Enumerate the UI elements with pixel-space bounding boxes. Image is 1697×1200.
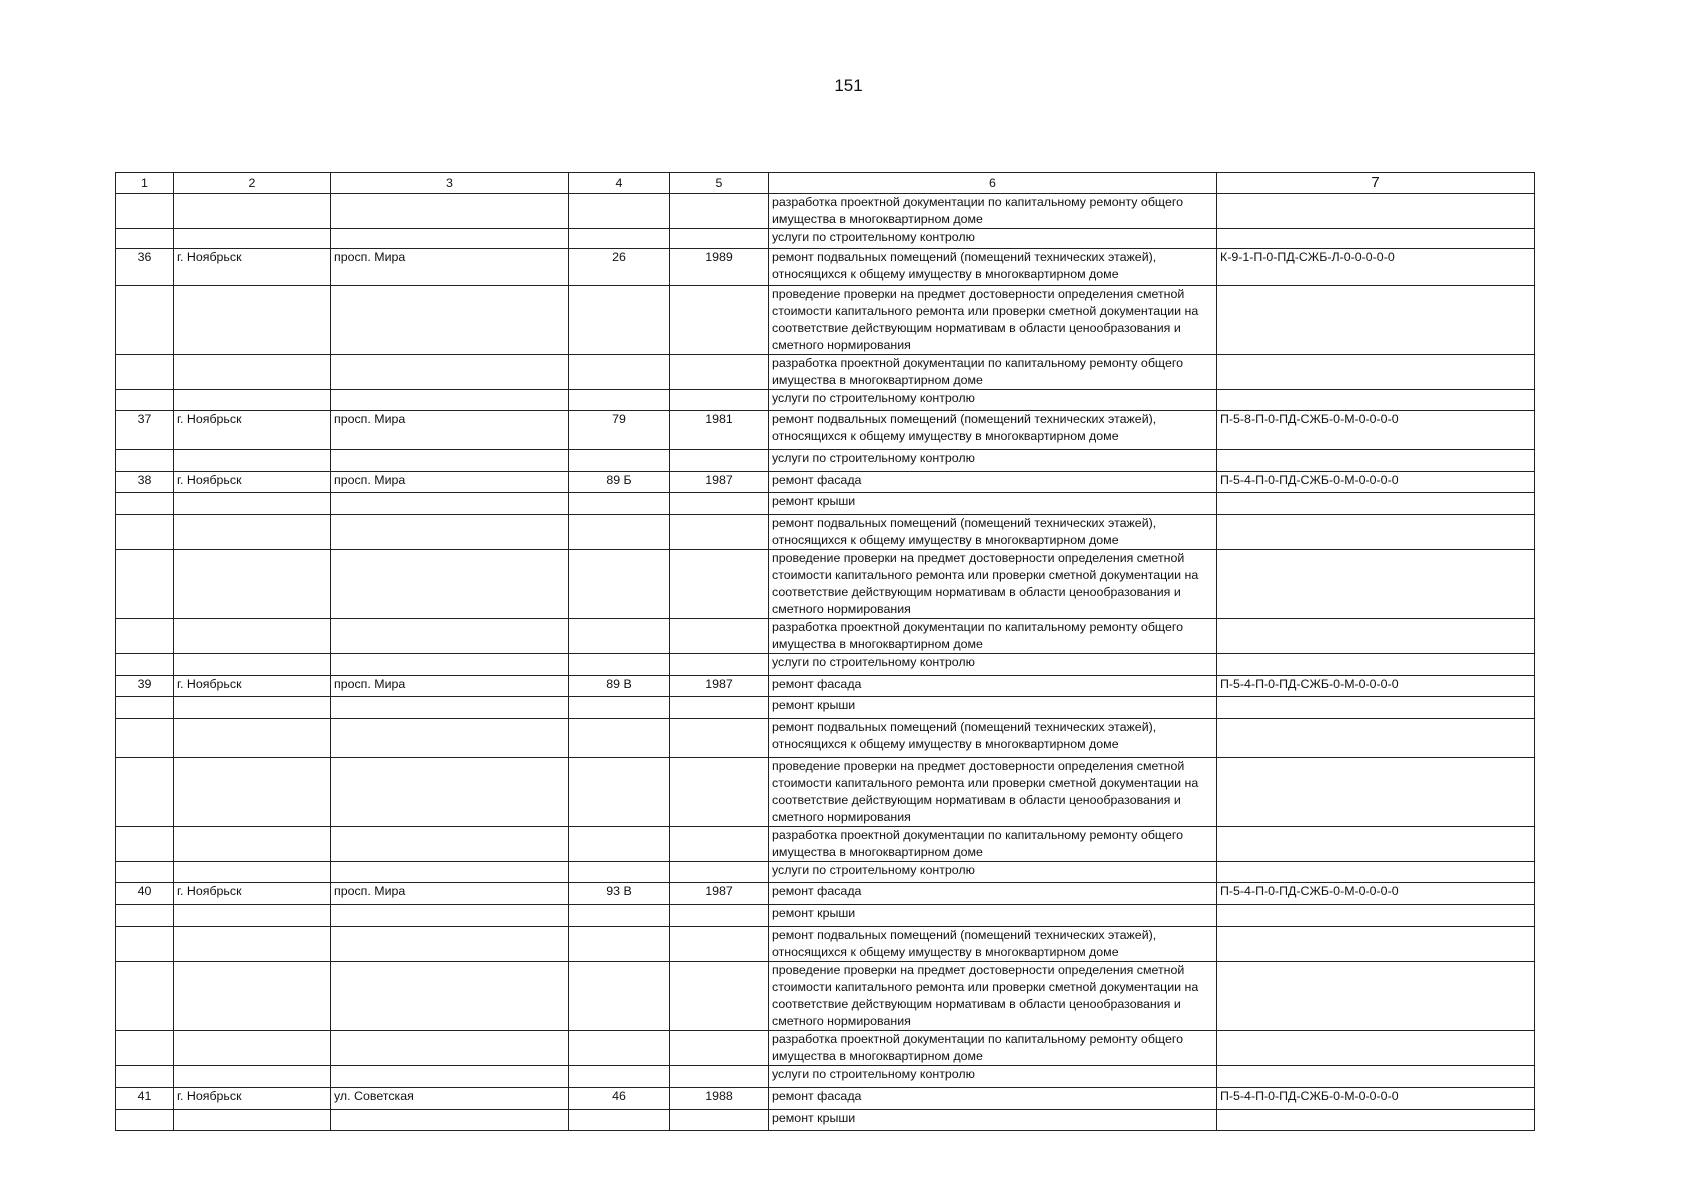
table-row — [116, 450, 1535, 472]
cell-year — [670, 355, 769, 390]
cell-city — [174, 862, 331, 883]
cell-city: г. Ноябрьск — [174, 472, 331, 493]
cell-city — [174, 286, 331, 355]
cell-street: просп. Мира — [331, 676, 569, 697]
cell-city — [174, 905, 331, 927]
cell-building-code — [1217, 286, 1535, 355]
cell-house: 89 В — [569, 676, 670, 697]
cell-street — [331, 654, 569, 676]
column-header-6: 6 — [769, 173, 1217, 194]
cell-street: ул. Советская — [331, 1088, 569, 1110]
table-row — [116, 493, 1535, 515]
cell-house — [569, 619, 670, 654]
cell-work-type: ремонт фасада — [769, 883, 1217, 905]
cell-year — [670, 697, 769, 719]
cell-number — [116, 758, 174, 827]
table-row — [116, 229, 1535, 249]
cell-building-code: П-5-4-П-0-ПД-СЖБ-0-М-0-0-0-0 — [1217, 472, 1535, 493]
cell-house — [569, 355, 670, 390]
table-row — [116, 962, 1535, 1031]
page-number: 151 — [834, 76, 863, 95]
cell-number — [116, 390, 174, 411]
cell-year: 1981 — [670, 411, 769, 450]
cell-street: просп. Мира — [331, 249, 569, 286]
cell-number — [116, 719, 174, 758]
cell-building-code — [1217, 515, 1535, 550]
cell-work-type: услуги по строительному контролю — [769, 390, 1217, 411]
table-row — [116, 619, 1535, 654]
cell-house: 93 В — [569, 883, 670, 905]
cell-work-type: ремонт фасада — [769, 472, 1217, 493]
cell-work-type: проведение проверки на предмет достоверности определения сметной стоимости капитального ремонта или проверки сметной документации на соответствие действующим нормативам в области ценообразования и сметного нормирования — [769, 962, 1217, 1031]
cell-year — [670, 962, 769, 1031]
cell-city — [174, 493, 331, 515]
cell-work-type: ремонт подвальных помещений (помещений технических этажей), относящихся к общему имуществу в многоквартирном доме — [769, 249, 1217, 286]
cell-street — [331, 1066, 569, 1088]
cell-house — [569, 450, 670, 472]
cell-work-type: услуги по строительному контролю — [769, 450, 1217, 472]
cell-city — [174, 515, 331, 550]
cell-house — [569, 550, 670, 619]
cell-house: 46 — [569, 1088, 670, 1110]
table-row — [116, 654, 1535, 676]
cell-work-type: услуги по строительному контролю — [769, 229, 1217, 249]
cell-building-code — [1217, 619, 1535, 654]
table-row — [116, 411, 1535, 450]
cell-work-type: ремонт подвальных помещений (помещений технических этажей), относящихся к общему имуществу в многоквартирном доме — [769, 515, 1217, 550]
column-header-7: 7 — [1217, 173, 1535, 194]
cell-street — [331, 962, 569, 1031]
cell-number — [116, 355, 174, 390]
cell-city — [174, 450, 331, 472]
cell-work-type: разработка проектной документации по капитальному ремонту общего имущества в многоквартирном доме — [769, 194, 1217, 229]
cell-street — [331, 450, 569, 472]
table-row — [116, 390, 1535, 411]
cell-house — [569, 1110, 670, 1131]
table-row — [116, 758, 1535, 827]
cell-year — [670, 827, 769, 862]
cell-number — [116, 286, 174, 355]
cell-city — [174, 697, 331, 719]
cell-work-type: ремонт крыши — [769, 905, 1217, 927]
cell-year — [670, 654, 769, 676]
cell-street — [331, 390, 569, 411]
cell-city — [174, 194, 331, 229]
cell-work-type: проведение проверки на предмет достоверности определения сметной стоимости капитального ремонта или проверки сметной документации на соответствие действующим нормативам в области ценообразования и сметного нормирования — [769, 550, 1217, 619]
cell-street — [331, 1031, 569, 1066]
cell-building-code: П-5-4-П-0-ПД-СЖБ-0-М-0-0-0-0 — [1217, 1088, 1535, 1110]
cell-house — [569, 515, 670, 550]
cell-street — [331, 927, 569, 962]
table-row — [116, 883, 1535, 905]
column-header-1: 1 — [116, 173, 174, 194]
cell-building-code — [1217, 719, 1535, 758]
cell-work-type: ремонт подвальных помещений (помещений технических этажей), относящихся к общему имуществу в многоквартирном доме — [769, 411, 1217, 450]
cell-year: 1989 — [670, 249, 769, 286]
cell-street — [331, 827, 569, 862]
table-row — [116, 827, 1535, 862]
cell-city — [174, 1031, 331, 1066]
cell-city — [174, 719, 331, 758]
cell-city — [174, 927, 331, 962]
cell-building-code — [1217, 1031, 1535, 1066]
cell-street — [331, 286, 569, 355]
cell-work-type: ремонт фасада — [769, 1088, 1217, 1110]
cell-building-code — [1217, 355, 1535, 390]
cell-city — [174, 229, 331, 249]
cell-work-type: ремонт крыши — [769, 1110, 1217, 1131]
cell-year — [670, 493, 769, 515]
column-number-row — [116, 173, 1535, 194]
cell-year — [670, 515, 769, 550]
table-row — [116, 472, 1535, 493]
cell-number — [116, 229, 174, 249]
table-row — [116, 1088, 1535, 1110]
cell-number: 36 — [116, 249, 174, 286]
cell-building-code — [1217, 450, 1535, 472]
cell-number — [116, 905, 174, 927]
cell-city — [174, 962, 331, 1031]
cell-year — [670, 619, 769, 654]
cell-street — [331, 515, 569, 550]
table-row — [116, 194, 1535, 229]
cell-city — [174, 355, 331, 390]
cell-year — [670, 550, 769, 619]
cell-house: 26 — [569, 249, 670, 286]
column-header-3: 3 — [331, 173, 569, 194]
cell-building-code: П-5-8-П-0-ПД-СЖБ-0-М-0-0-0-0 — [1217, 411, 1535, 450]
cell-number — [116, 1066, 174, 1088]
cell-year — [670, 719, 769, 758]
cell-house: 89 Б — [569, 472, 670, 493]
cell-house — [569, 862, 670, 883]
cell-number — [116, 827, 174, 862]
cell-year — [670, 229, 769, 249]
cell-number — [116, 1110, 174, 1131]
cell-street — [331, 719, 569, 758]
cell-work-type: ремонт подвальных помещений (помещений технических этажей), относящихся к общему имуществу в многоквартирном доме — [769, 719, 1217, 758]
cell-city — [174, 1066, 331, 1088]
cell-house — [569, 194, 670, 229]
cell-house — [569, 493, 670, 515]
cell-building-code — [1217, 1066, 1535, 1088]
cell-number — [116, 194, 174, 229]
cell-city — [174, 619, 331, 654]
cell-year — [670, 390, 769, 411]
cell-house — [569, 390, 670, 411]
cell-building-code — [1217, 862, 1535, 883]
cell-building-code — [1217, 758, 1535, 827]
cell-house — [569, 758, 670, 827]
cell-house — [569, 827, 670, 862]
cell-city — [174, 758, 331, 827]
cell-number: 37 — [116, 411, 174, 450]
cell-number: 40 — [116, 883, 174, 905]
cell-house — [569, 962, 670, 1031]
cell-city: г. Ноябрьск — [174, 676, 331, 697]
cell-year — [670, 758, 769, 827]
cell-year: 1988 — [670, 1088, 769, 1110]
cell-city: г. Ноябрьск — [174, 883, 331, 905]
cell-year — [670, 286, 769, 355]
table-row — [116, 927, 1535, 962]
cell-number — [116, 450, 174, 472]
cell-building-code — [1217, 697, 1535, 719]
cell-number — [116, 927, 174, 962]
cell-work-type: разработка проектной документации по капитальному ремонту общего имущества в многоквартирном доме — [769, 619, 1217, 654]
cell-number — [116, 493, 174, 515]
cell-work-type: разработка проектной документации по капитальному ремонту общего имущества в многоквартирном доме — [769, 1031, 1217, 1066]
cell-street: просп. Мира — [331, 883, 569, 905]
cell-house — [569, 1031, 670, 1066]
cell-city: г. Ноябрьск — [174, 1088, 331, 1110]
table-row — [116, 249, 1535, 286]
cell-number — [116, 654, 174, 676]
table-row — [116, 905, 1535, 927]
cell-street — [331, 619, 569, 654]
cell-house — [569, 719, 670, 758]
cell-number — [116, 862, 174, 883]
cell-building-code — [1217, 962, 1535, 1031]
cell-year — [670, 927, 769, 962]
table-row — [116, 676, 1535, 697]
cell-number — [116, 550, 174, 619]
cell-city — [174, 827, 331, 862]
cell-building-code — [1217, 905, 1535, 927]
cell-street — [331, 493, 569, 515]
table-row — [116, 719, 1535, 758]
cell-house — [569, 927, 670, 962]
cell-building-code — [1217, 493, 1535, 515]
cell-street — [331, 194, 569, 229]
cell-year: 1987 — [670, 676, 769, 697]
table-row — [116, 1066, 1535, 1088]
cell-number: 38 — [116, 472, 174, 493]
cell-work-type: услуги по строительному контролю — [769, 654, 1217, 676]
cell-city — [174, 390, 331, 411]
cell-house — [569, 286, 670, 355]
cell-street — [331, 1110, 569, 1131]
cell-year — [670, 1066, 769, 1088]
table-row — [116, 286, 1535, 355]
table-row — [116, 515, 1535, 550]
table-row — [116, 550, 1535, 619]
cell-work-type: ремонт фасада — [769, 676, 1217, 697]
cell-city: г. Ноябрьск — [174, 411, 331, 450]
repair-register-table — [115, 172, 1535, 1131]
cell-work-type: проведение проверки на предмет достоверности определения сметной стоимости капитального ремонта или проверки сметной документации на соответствие действующим нормативам в области ценообразования и сметного нормирования — [769, 758, 1217, 827]
column-header-5: 5 — [670, 173, 769, 194]
cell-building-code — [1217, 194, 1535, 229]
cell-work-type: разработка проектной документации по капитальному ремонту общего имущества в многоквартирном доме — [769, 355, 1217, 390]
cell-house — [569, 654, 670, 676]
cell-city — [174, 550, 331, 619]
cell-work-type: ремонт подвальных помещений (помещений технических этажей), относящихся к общему имуществу в многоквартирном доме — [769, 927, 1217, 962]
cell-street — [331, 758, 569, 827]
cell-work-type: разработка проектной документации по капитальному ремонту общего имущества в многоквартирном доме — [769, 827, 1217, 862]
cell-year — [670, 862, 769, 883]
column-header-2: 2 — [174, 173, 331, 194]
cell-house — [569, 905, 670, 927]
cell-building-code — [1217, 827, 1535, 862]
cell-street — [331, 229, 569, 249]
cell-year — [670, 450, 769, 472]
cell-year — [670, 194, 769, 229]
cell-building-code — [1217, 1110, 1535, 1131]
cell-year — [670, 1110, 769, 1131]
cell-number: 39 — [116, 676, 174, 697]
cell-number — [116, 697, 174, 719]
cell-year: 1987 — [670, 883, 769, 905]
cell-street — [331, 862, 569, 883]
cell-year: 1987 — [670, 472, 769, 493]
table-body — [116, 194, 1535, 1131]
cell-house — [569, 1066, 670, 1088]
cell-city — [174, 654, 331, 676]
cell-work-type: услуги по строительному контролю — [769, 1066, 1217, 1088]
cell-number — [116, 515, 174, 550]
cell-work-type: ремонт крыши — [769, 493, 1217, 515]
table-row — [116, 355, 1535, 390]
cell-building-code: К-9-1-П-0-ПД-СЖБ-Л-0-0-0-0-0 — [1217, 249, 1535, 286]
cell-year — [670, 1031, 769, 1066]
table-row — [116, 697, 1535, 719]
cell-building-code — [1217, 927, 1535, 962]
cell-work-type: проведение проверки на предмет достоверности определения сметной стоимости капитального ремонта или проверки сметной документации на соответствие действующим нормативам в области ценообразования и сметного нормирования — [769, 286, 1217, 355]
cell-year — [670, 905, 769, 927]
cell-house — [569, 697, 670, 719]
cell-street — [331, 905, 569, 927]
cell-building-code — [1217, 550, 1535, 619]
cell-street — [331, 550, 569, 619]
cell-city — [174, 1110, 331, 1131]
cell-building-code — [1217, 654, 1535, 676]
cell-house — [569, 229, 670, 249]
cell-street — [331, 697, 569, 719]
cell-work-type: ремонт крыши — [769, 697, 1217, 719]
cell-building-code — [1217, 390, 1535, 411]
cell-street: просп. Мира — [331, 472, 569, 493]
table-row — [116, 1110, 1535, 1131]
cell-street: просп. Мира — [331, 411, 569, 450]
cell-city: г. Ноябрьск — [174, 249, 331, 286]
cell-number: 41 — [116, 1088, 174, 1110]
cell-street — [331, 355, 569, 390]
cell-number — [116, 962, 174, 1031]
cell-building-code: П-5-4-П-0-ПД-СЖБ-0-М-0-0-0-0 — [1217, 883, 1535, 905]
cell-building-code: П-5-4-П-0-ПД-СЖБ-0-М-0-0-0-0 — [1217, 676, 1535, 697]
cell-work-type: услуги по строительному контролю — [769, 862, 1217, 883]
column-header-4: 4 — [569, 173, 670, 194]
cell-building-code — [1217, 229, 1535, 249]
table-row — [116, 862, 1535, 883]
cell-number — [116, 619, 174, 654]
cell-number — [116, 1031, 174, 1066]
cell-house: 79 — [569, 411, 670, 450]
table-row — [116, 1031, 1535, 1066]
